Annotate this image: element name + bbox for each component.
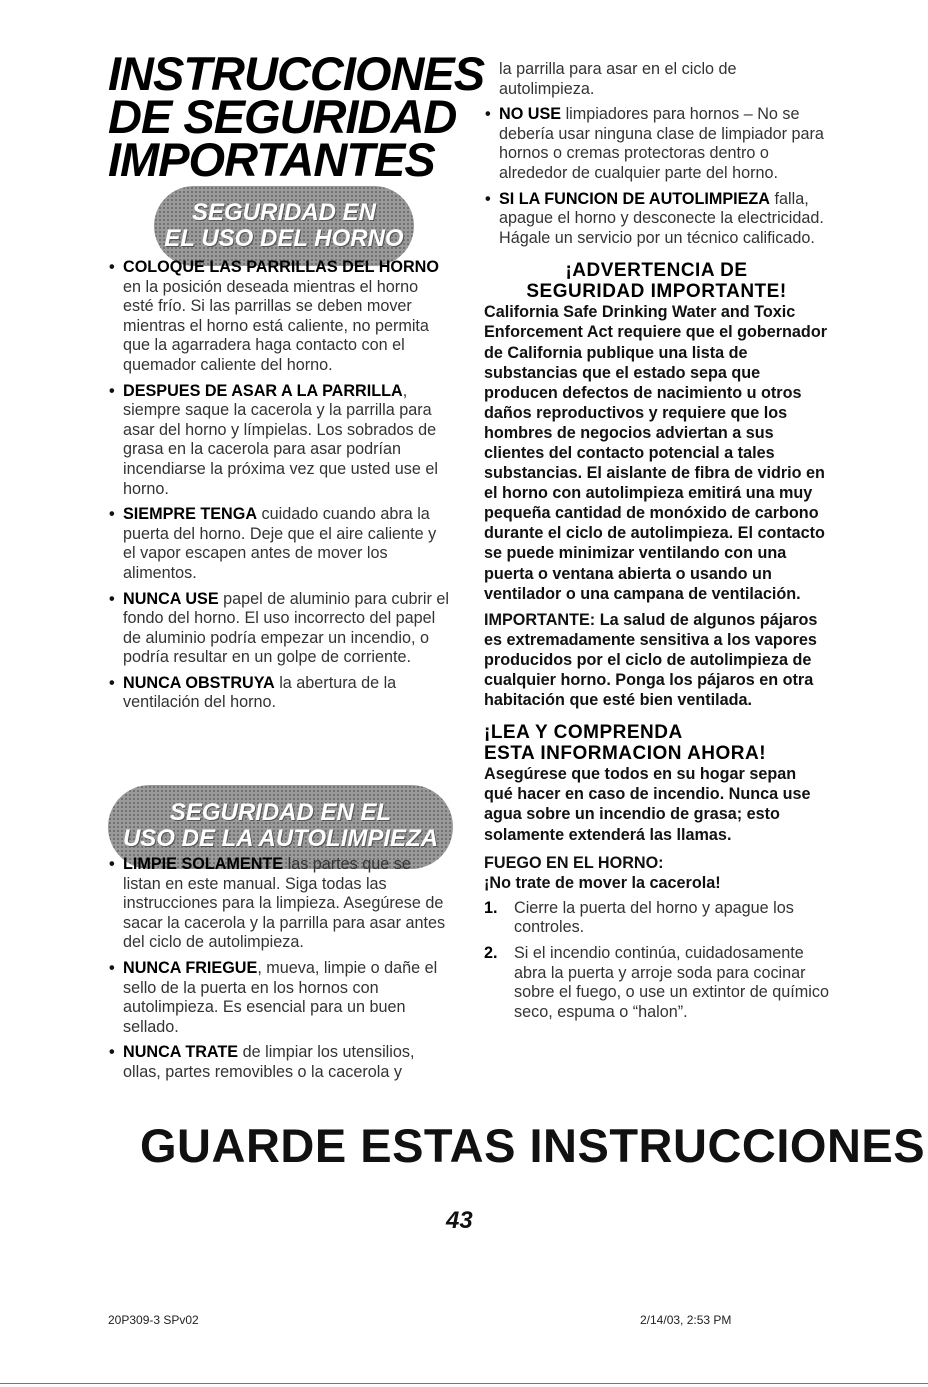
item-keyword: NUNCA USE xyxy=(123,589,219,608)
item-text: falla, apague el horno y desconecte la electricidad. Hágale un servicio por un técnico calificado. xyxy=(499,189,824,247)
banner-line-2: EL USO DEL HORNO xyxy=(164,225,404,252)
warning-heading-line-1: ¡ADVERTENCIA DE xyxy=(565,260,748,282)
fire-heading: FUEGO EN EL HORNO: xyxy=(484,853,664,872)
continued-text: la parrilla para asar en el ciclo de autolimpieza. xyxy=(499,60,737,98)
list-item xyxy=(484,105,829,183)
list-item xyxy=(108,959,453,1037)
item-keyword: NUNCA OBSTRUYA xyxy=(123,673,275,692)
item-text: cuidado cuando abra la puerta del horno. Deje que el aire caliente y el vapor escapen antes de mover los alimentos. xyxy=(123,505,437,582)
item-text: la abertura de la ventilación del horno. xyxy=(123,673,397,712)
bullet-icon: • xyxy=(109,958,115,977)
oven-safety-banner xyxy=(154,186,414,266)
list-item xyxy=(108,382,453,500)
list-item xyxy=(108,855,453,953)
item-text: en la posición deseada mientras el horno esté frío. Si las parrillas se deben mover mientras el horno está caliente, no permita que la agarradera haga contacto con el quemador caliente del horno. xyxy=(123,277,429,374)
important-note xyxy=(484,610,829,710)
read-heading xyxy=(484,722,829,764)
list-item xyxy=(108,258,453,376)
list-item xyxy=(108,674,453,713)
list-item xyxy=(484,190,829,249)
step-item xyxy=(484,899,829,938)
item-keyword: SIEMPRE TENGA xyxy=(123,505,258,524)
bullet-icon: • xyxy=(485,189,491,208)
item-text: limpiadores para hornos – No se debería usar ninguna clase de limpiador para hornos o cremas protectoras dentro o alrededor de cualquier parte del horno. xyxy=(499,105,824,182)
right-column xyxy=(484,60,829,1028)
step-item xyxy=(484,944,829,1022)
item-keyword: NUNCA FRIEGUE xyxy=(123,958,258,977)
footer-timestamp: 2/14/03, 2:53 PM xyxy=(640,1313,732,1327)
item-keyword: NO USE xyxy=(499,105,562,124)
banner-line-1: SEGURIDAD EN xyxy=(191,199,377,226)
item-keyword: SI LA FUNCION DE AUTOLIMPIEZA xyxy=(499,189,770,208)
read-text: Asegúrese que todos en su hogar sepan qué hacer en caso de incendio. Nunca use agua sobre un incendio de grasa; esto solamente extenderá las llamas. xyxy=(484,765,811,844)
important-text: La salud de algunos pájaros es extremadamente sensitiva a los vapores producidos por el ciclo de autolimpieza de cualquier horno. Ponga los pájaros en otra habitación que esté bien ventilada. xyxy=(484,610,818,710)
list-item xyxy=(108,590,453,668)
warning-heading-line-2: SEGURIDAD IMPORTANTE! xyxy=(526,281,787,303)
step-text: Cierre la puerta del horno y apague los controles. xyxy=(514,898,794,937)
important-keyword: IMPORTANTE: xyxy=(484,610,596,629)
bottom-divider xyxy=(0,1383,928,1384)
page-number: 43 xyxy=(446,1207,473,1234)
title-line-2: DE SEGURIDAD xyxy=(108,90,457,143)
item-text: , siempre saque la cacerola y la parrilla para asar del horno y límpielas. Los sobrados de grasa en la cacerola para asar podrían incendiarse la próxima vez que usted use el horno. xyxy=(123,381,438,498)
banner-line-1: SEGURIDAD EN EL xyxy=(169,799,392,826)
fire-subheading: ¡No trate de mover la cacerola! xyxy=(484,873,721,892)
save-instructions-heading: GUARDE ESTAS INSTRUCCIONES xyxy=(140,1119,926,1172)
page-title xyxy=(108,47,488,186)
oven-safety-list xyxy=(108,258,453,719)
banner-line-2: USO DE LA AUTOLIMPIEZA xyxy=(122,825,439,852)
read-heading-line-1: ¡LEA Y COMPRENDA xyxy=(484,722,683,744)
item-text: papel de aluminio para cubrir el fondo del horno. El uso incorrecto del papel de aluminio podría empezar un incendio, o podría resultar en un golpe de corriente. xyxy=(123,589,449,667)
item-text: de limpiar los utensilios, ollas, partes removibles o la cacerola y xyxy=(123,1043,415,1081)
bullet-icon: • xyxy=(109,1043,115,1062)
step-text: Si el incendio continúa, cuidadosamente abra la puerta y arroje soda para cocinar sobre el fuego, o use un extintor de químico seco, espuma o “halon”. xyxy=(514,943,829,1021)
item-keyword: DESPUES DE ASAR A LA PARRILLA xyxy=(123,381,403,400)
bullet-icon: • xyxy=(109,258,115,276)
selfclean-safety-list xyxy=(108,855,453,1089)
list-item xyxy=(108,505,453,583)
read-heading-line-2: ESTA INFORMACION AHORA! xyxy=(484,743,767,765)
bullet-icon: • xyxy=(109,505,115,524)
item-text: , mueva, limpie o dañe el sello de la puerta en los hornos con autolimpieza. Es esencial para un buen sellado. xyxy=(123,958,438,1036)
bullet-icon: • xyxy=(109,381,115,400)
bullet-icon: • xyxy=(485,105,491,124)
title-line-1: INSTRUCCIONES xyxy=(108,47,485,100)
item-text: las partes que se listan en este manual. Siga todas las instrucciones para la limpieza. Asegúrese de sacar la cacerola y la parrilla para asar antes del ciclo de autolimpieza. xyxy=(123,855,446,952)
list-item xyxy=(108,1043,453,1082)
item-keyword: NUNCA TRATE xyxy=(123,1043,239,1062)
step-number: 2. xyxy=(484,943,498,962)
bullet-icon: • xyxy=(109,673,115,692)
footer-doc-code: 20P309-3 SPv02 xyxy=(108,1313,199,1327)
step-number: 1. xyxy=(484,898,498,917)
prop65-warning-text: California Safe Drinking Water and Toxic Enforcement Act requiere que el gobernador de California publique una lista de substancias que el estado sepa que producen defectos de nacimiento u otros daños reproductivos y requiere que los hombres de negocios adviertan a sus clientes del contacto potencial a tales substancias. El aislante de fibra de vidrio en el horno con autolimpieza emitirá una muy pequeña cantidad de monóxido de carbono durante el ciclo de autolimpieza. El contacto se puede minimizar ventilando con una puerta o ventana abierta o usando un ventilador o una campana de ventilación. xyxy=(484,303,828,603)
item-keyword: COLOQUE LAS PARRILLAS DEL HORNO xyxy=(123,258,439,276)
bullet-icon: • xyxy=(109,589,115,608)
title-line-3: IMPORTANTES xyxy=(108,133,435,186)
bullet-icon: • xyxy=(109,855,115,873)
item-keyword: LIMPIE SOLAMENTE xyxy=(123,855,284,873)
warning-heading xyxy=(484,260,829,302)
